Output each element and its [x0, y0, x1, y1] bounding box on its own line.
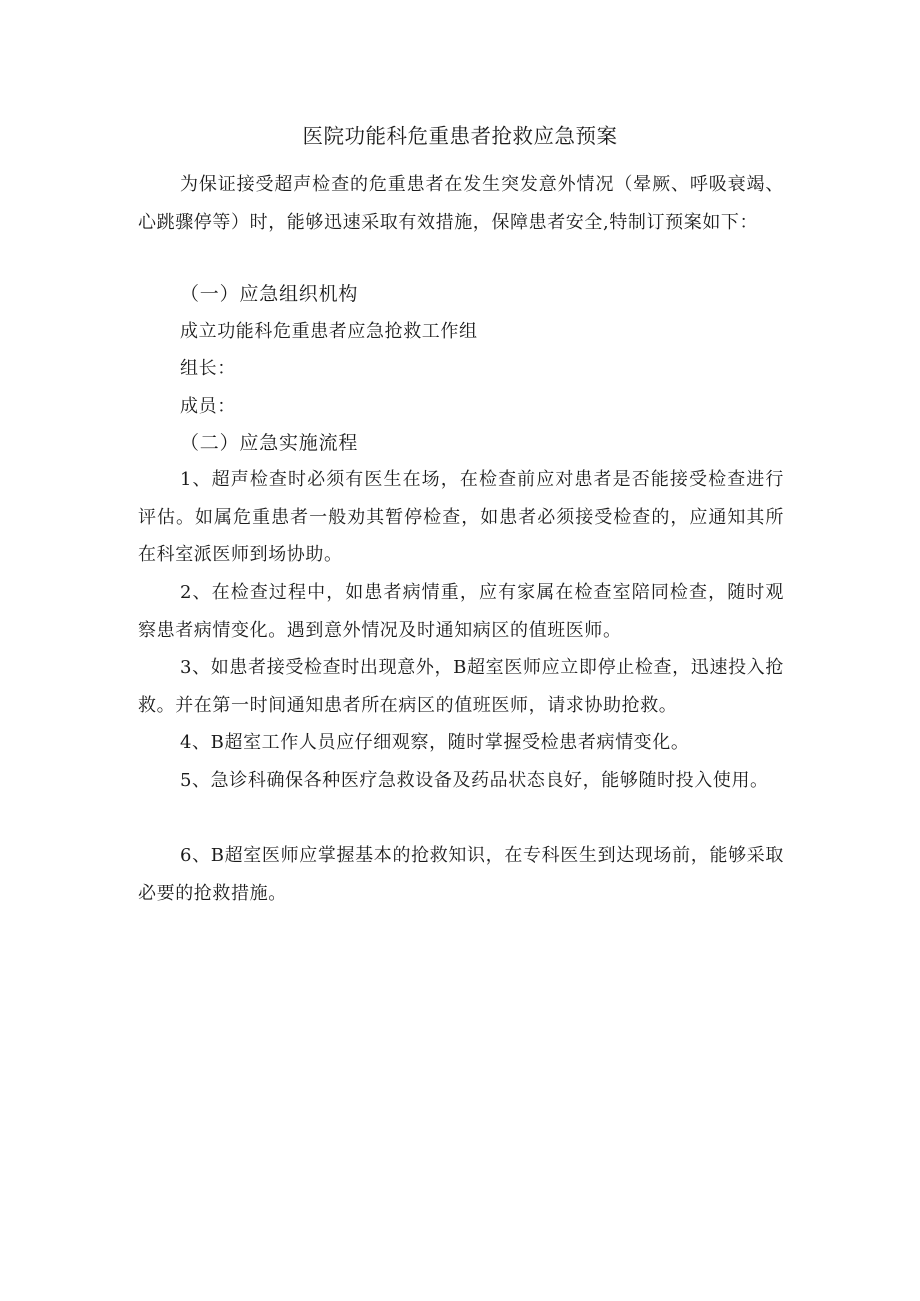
procedure-item-2: 2、在检查过程中，如患者病情重，应有家属在检查室陪同检查，随时观察患者病情变化。遇到意外情况及时通知病区的值班医师。 [138, 582, 784, 641]
procedure-item-5: 5、急诊科确保各种医疗急救设备及药品状态良好，能够随时投入使用。 [180, 770, 769, 791]
section-heading-organization: （一）应急组织机构 [180, 283, 359, 305]
procedure-item-6: 6、B超室医师应掌握基本的抢救知识，在专科医生到达现场前，能够采取必要的抢救措施。 [138, 845, 784, 904]
procedure-item-3: 3、如患者接受检查时出现意外，B超室医师应立即停止检查，迅速投入抢救。并在第一时间通知患者所在病区的值班医师，请求协助抢救。 [138, 657, 784, 716]
procedure-item-4: 4、B超室工作人员应仔细观察，随时掌握受检患者病情变化。 [180, 732, 690, 753]
leader-label: 组长： [180, 358, 236, 379]
member-label: 成员： [180, 396, 236, 417]
section-heading-procedure: （二）应急实施流程 [180, 432, 359, 454]
procedure-item-1: 1、超声检查时必须有医生在场，在检查前应对患者是否能接受检查进行评估。如属危重患者一般劝其暂停检查，如患者必须接受检查的，应通知其所在科室派医师到场协助。 [138, 469, 784, 565]
team-statement: 成立功能科危重患者应急抢救工作组 [180, 321, 478, 342]
document-title: 医院功能科危重患者抢救应急预案 [302, 124, 618, 148]
intro-paragraph: 为保证接受超声检查的危重患者在发生突发意外情况（晕厥、呼吸衰竭、心跳骤停等）时，能够迅速采取有效措施，保障患者安全,特制订预案如下： [138, 174, 784, 233]
